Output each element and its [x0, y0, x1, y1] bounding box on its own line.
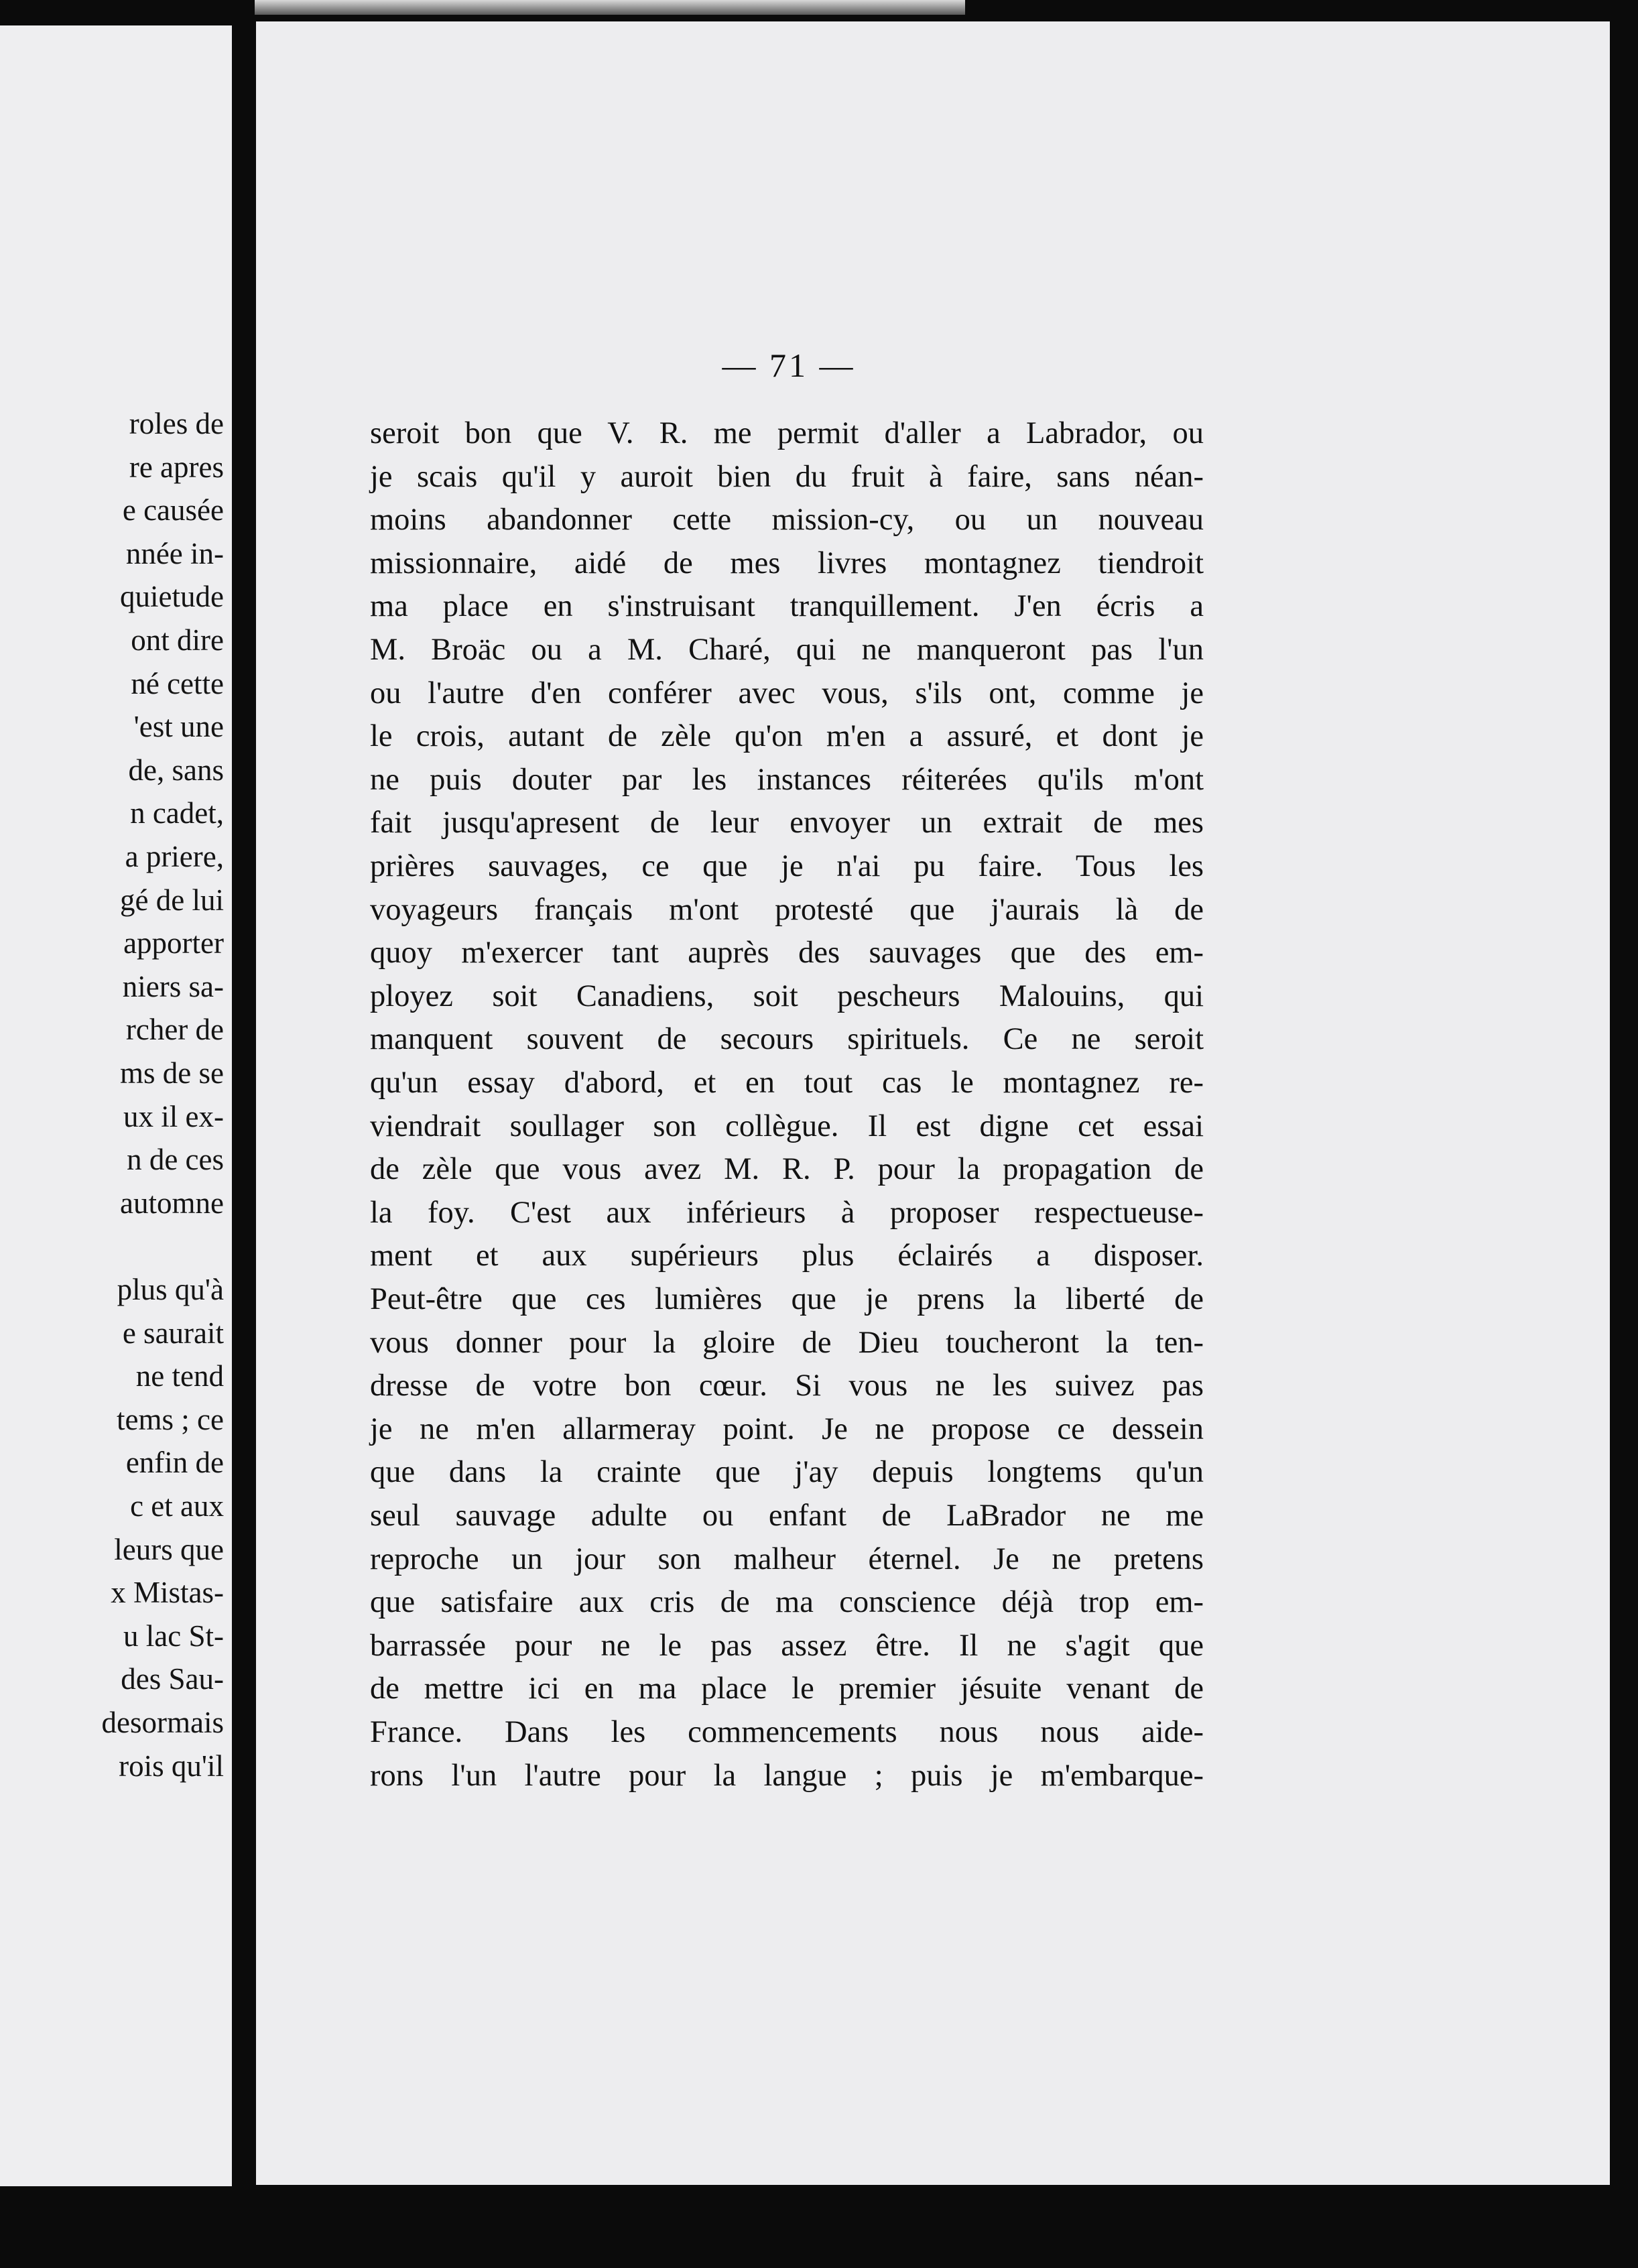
- body-line: le crois, autant de zèle qu'on m'en a assuré, et dont je: [370, 719, 1204, 754]
- left-page-line: gé de lui: [120, 883, 224, 917]
- left-page-line: enfin de: [125, 1446, 224, 1480]
- body-line: qu'un essay d'abord, et en tout cas le montagnez re-: [370, 1066, 1204, 1100]
- left-page-line: niers sa-: [122, 969, 224, 1003]
- left-page-line: ont dire: [131, 623, 224, 657]
- left-page-line: re apres: [129, 450, 224, 484]
- left-page-line: desormais: [101, 1706, 224, 1739]
- left-page-line: 'est une: [133, 710, 224, 744]
- left-page-line: n de ces: [127, 1143, 224, 1177]
- body-line: missionnaire, aidé de mes livres montagnez tiendroit: [370, 546, 1204, 580]
- body-line: prières sauvages, ce que je n'ai pu faire. Tous les: [370, 849, 1204, 883]
- body-line: seroit bon que V. R. me permit d'aller a Labrador, ou: [370, 416, 1204, 450]
- body-line: dresse de votre bon cœur. Si vous ne les suivez pas: [370, 1369, 1204, 1403]
- left-page-line: automne: [120, 1186, 224, 1220]
- left-page-line: rois qu'il: [119, 1749, 224, 1783]
- left-page-line: tems ; ce: [117, 1402, 224, 1436]
- body-line: ployez soit Canadiens, soit pescheurs Malouins, qui: [370, 979, 1204, 1013]
- body-line: barrassée pour ne le pas assez être. Il ne s'agit que: [370, 1628, 1204, 1663]
- left-page-line: plus qu'à: [117, 1273, 224, 1306]
- left-page-line: leurs que: [114, 1532, 224, 1566]
- body-line: seul sauvage adulte ou enfant de LaBrador ne me: [370, 1499, 1204, 1533]
- body-line: fait jusqu'apresent de leur envoyer un extrait de mes: [370, 806, 1204, 840]
- left-page-line: ne tend: [135, 1359, 224, 1393]
- left-page-line: e saurait: [122, 1316, 224, 1350]
- body-line: ne puis douter par les instances réiterées qu'ils m'ont: [370, 762, 1204, 797]
- left-page: [0, 25, 232, 2186]
- body-line: que dans la crainte que j'ay depuis longtems qu'un: [370, 1455, 1204, 1490]
- body-line: viendrait soullager son collègue. Il est digne cet essai: [370, 1109, 1204, 1143]
- body-line: voyageurs français m'ont protesté que j'aurais là de: [370, 892, 1204, 927]
- body-line: Peut-être que ces lumières que je prens la liberté de: [370, 1282, 1204, 1316]
- body-line: reproche un jour son malheur éternel. Je ne pretens: [370, 1541, 1204, 1576]
- left-page-line: n cadet,: [130, 796, 224, 830]
- body-line: France. Dans les commencements nous nous aide-: [370, 1715, 1204, 1749]
- body-line: manquent souvent de secours spirituels. Ce ne seroit: [370, 1022, 1204, 1057]
- left-page-line: nnée in-: [125, 536, 224, 570]
- left-page-line: u lac St-: [123, 1619, 224, 1653]
- scan-edge: [255, 0, 965, 15]
- body-line: de mettre ici en ma place le premier jésuite venant de: [370, 1672, 1204, 1706]
- body-line: je scais qu'il y auroit bien du fruit à faire, sans néan-: [370, 459, 1204, 494]
- left-page-line: quietude: [120, 580, 224, 614]
- left-page-line: apporter: [123, 926, 224, 960]
- body-line: ou l'autre d'en conférer avec vous, s'ils ont, comme je: [370, 676, 1204, 710]
- body-line: rons l'un l'autre pour la langue ; puis je m'embarque-: [370, 1758, 1204, 1793]
- body-line: de zèle que vous avez M. R. P. pour la propagation de: [370, 1152, 1204, 1187]
- page-number: — 71 —: [722, 346, 856, 384]
- left-page-line: de, sans: [128, 753, 224, 787]
- left-page-line: a priere,: [125, 840, 224, 873]
- left-page-line: ms de se: [120, 1056, 224, 1090]
- left-page-line: x Mistas-: [111, 1576, 224, 1610]
- body-line: M. Broäc ou a M. Charé, qui ne manqueront pas l'un: [370, 633, 1204, 667]
- body-line: moins abandonner cette mission-cy, ou un nouveau: [370, 503, 1204, 538]
- left-page-line: des Sau-: [121, 1662, 224, 1696]
- left-page-line: c et aux: [130, 1489, 224, 1523]
- body-line: la foy. C'est aux inférieurs à proposer respectueuse-: [370, 1195, 1204, 1230]
- body-line: ment et aux supérieurs plus éclairés a disposer.: [370, 1239, 1204, 1273]
- left-page-line: né cette: [131, 666, 224, 700]
- body-line: quoy m'exercer tant auprès des sauvages que des em-: [370, 936, 1204, 970]
- body-line: ma place en s'instruisant tranquillement. J'en écris a: [370, 589, 1204, 624]
- left-page-line: roles de: [129, 407, 224, 440]
- left-page-line: ux il ex-: [123, 1099, 224, 1133]
- body-line: je ne m'en allarmeray point. Je ne propose ce dessein: [370, 1411, 1204, 1446]
- left-page-line: rcher de: [125, 1013, 224, 1047]
- body-line: vous donner pour la gloire de Dieu toucheront la ten-: [370, 1325, 1204, 1360]
- left-page-line: e causée: [122, 493, 224, 527]
- body-line: que satisfaire aux cris de ma conscience déjà trop em-: [370, 1585, 1204, 1620]
